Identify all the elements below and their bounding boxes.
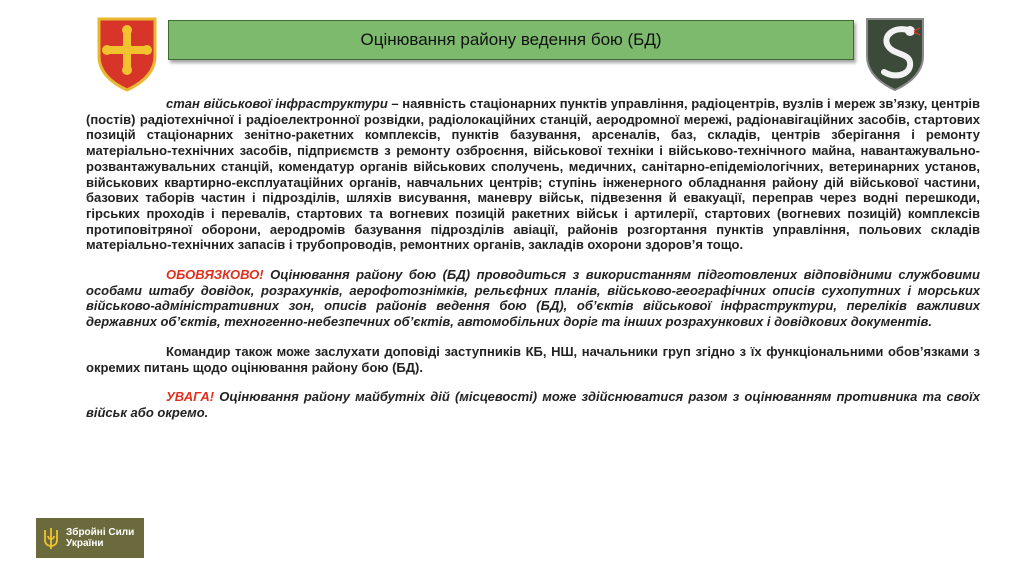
- commander-text: Командир також може заслухати доповіді заступників КБ, НШ, начальники груп згідно з їх функціональними обов’язками з окремих питань щодо оцінювання району бою (БД).: [86, 343, 980, 375]
- attention-text: Оцінювання району майбутніх дій (місцевості) може здійснюватися разом з оцінюванням противника та своїх військ або окремо.: [86, 389, 980, 420]
- slide-title-bar: [168, 20, 854, 60]
- logo-line2: України: [66, 538, 104, 549]
- slide-body: [86, 96, 980, 421]
- paragraph-mandatory: [86, 267, 980, 330]
- unit-emblem-left: [96, 16, 158, 92]
- paragraph-commander: [86, 344, 980, 375]
- logo-label: [66, 527, 134, 549]
- logo-line1: Збройні Сили: [66, 527, 135, 538]
- infrastructure-definition: – наявність стаціонарних пунктів управління, радіоцентрів, вузлів і мереж зв’язку, центрів (постів) радіотехнічної і радіоелектронної розвідки, радіолокаційних станцій, аеродромної мережі, радіонавігаційних засобів, стартових позицій стаціонарних зенітно-ракетних комплексів, пунктів базування, арсеналів, баз, складів, центрів зберігання і ремонту матеріально-технічних засобів, підприємств з ремонту озброєння, військової техніки і військово-технічного майна, навантажувально-розвантажувальних станцій, комендатур органів військових сполучень, медичних, санітарно-епідеміологічних, ветеринарних установ, військових квартирно-експлуатаційних органів, навчальних центрів; ступінь інженерного обладнання району дій військової частини, базових таборів частин і підрозділів, шляхів висування, маневру військ, підвезення й евакуації, переправ через водні перешкоди, гірських проходів і перевалів, стартових та вогневих позицій ракетних військ і артилерії, стартових (вогневих позицій) комплексів протиповітряної оборони, аеродромів базування підрозділів авіації, районів розгортання пунктів управління, польових складів матеріально-технічних запасів і трубопроводів, ремонтних органів, закладів охорони здоров’я тощо.: [86, 96, 980, 253]
- shield-cross-icon: [96, 16, 158, 92]
- mandatory-alert: ОБОВЯЗКОВО!: [166, 267, 264, 283]
- paragraph-infrastructure: [86, 96, 980, 253]
- armed-forces-logo: [36, 518, 144, 558]
- slide-title: Оцінювання району ведення бою (БД): [360, 30, 662, 49]
- unit-emblem-right: [864, 16, 926, 92]
- paragraph-attention: [86, 389, 980, 420]
- trident-icon: [42, 526, 60, 550]
- mandatory-text: Оцінювання району бою (БД) проводиться з використанням підготовлених відповідними службовими особами штабу довідок, розрахунків, аерофотознімків, рельєфних планів, військово-географічних описів сухопутних і морських військово-адміністративних зон, описів районів ведення бою (БД), об’єктів військової інфраструктури, переліків важливих державних об’єктів, техногенно-небезпечних об’єктів, автомобільних доріг та інших розрахункових і довідкових документів.: [86, 267, 980, 330]
- shield-snake-icon: [864, 16, 926, 92]
- attention-alert: УВАГА!: [166, 389, 215, 405]
- term-infrastructure: стан військової інфраструктури: [166, 96, 388, 111]
